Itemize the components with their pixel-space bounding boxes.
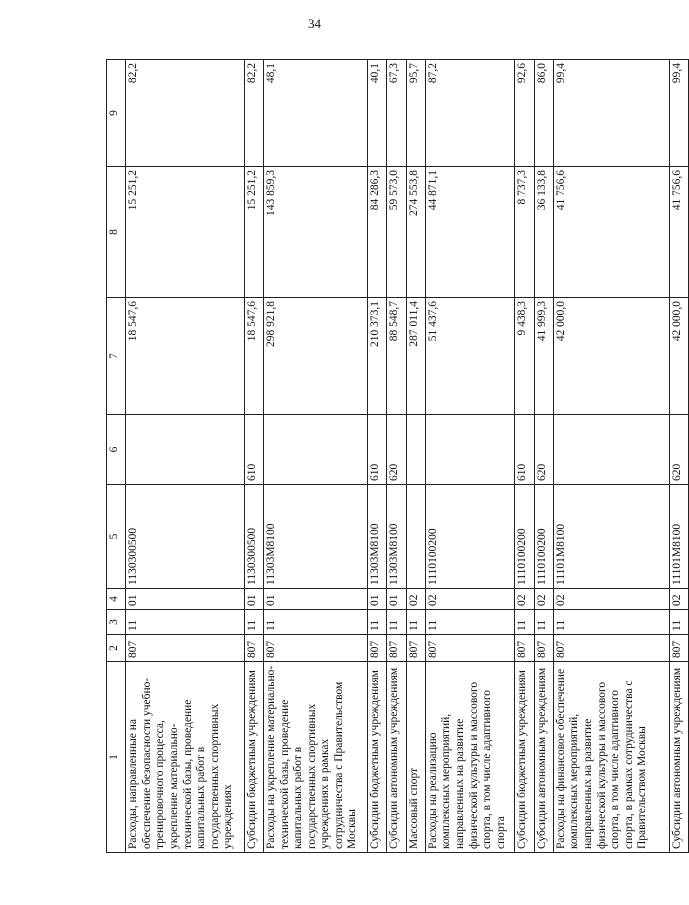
table-cell: 11303М8100 bbox=[264, 485, 368, 589]
table-cell: 95,7 bbox=[406, 60, 425, 167]
table-cell: 11101М8100 bbox=[669, 485, 688, 589]
table-cell: 274 553,8 bbox=[406, 167, 425, 298]
table-cell: 610 bbox=[244, 415, 263, 485]
table-cell: 298 921,8 bbox=[264, 298, 368, 415]
table-cell: 11303М8100 bbox=[367, 485, 386, 589]
table-cell: 99,4 bbox=[553, 60, 669, 167]
table-cell: 210 373,1 bbox=[367, 298, 386, 415]
table-cell: Субсидии автономным учреждениям bbox=[534, 662, 553, 853]
table-cell: Массовый спорт bbox=[406, 662, 425, 853]
table-cell: 92,6 bbox=[515, 60, 534, 167]
header-cell: 9 bbox=[107, 60, 126, 167]
table-cell: 11 bbox=[264, 610, 368, 635]
table-cell: 11 bbox=[406, 610, 425, 635]
table-cell: Субсидии бюджетным учреждениям bbox=[244, 662, 263, 853]
table-cell: 11 bbox=[515, 610, 534, 635]
table-cell: 807 bbox=[669, 635, 688, 662]
table-cell bbox=[425, 415, 514, 485]
table-cell: 01 bbox=[387, 589, 406, 610]
table-cell: 11 bbox=[387, 610, 406, 635]
table-cell: Расходы на реализацию комплексных мероприятий, направленных на развитие физической культуры и массового спорта, в том числе адаптивного спорта bbox=[425, 662, 514, 853]
header-cell: 7 bbox=[107, 298, 126, 415]
table-cell: 88 548,7 bbox=[387, 298, 406, 415]
table-row bbox=[387, 60, 406, 853]
table-row bbox=[264, 60, 368, 853]
table-cell: 8 737,3 bbox=[515, 167, 534, 298]
table-row bbox=[367, 60, 386, 853]
table-cell: 44 871,1 bbox=[425, 167, 514, 298]
header-cell: 3 bbox=[107, 610, 126, 635]
table-cell: 11 bbox=[367, 610, 386, 635]
table-cell: 41 999,3 bbox=[534, 298, 553, 415]
table-cell: 620 bbox=[669, 415, 688, 485]
table-cell: Расходы, направленные на обеспечение безопасности учебно-тренировочного процесса, укрепление материально-технической базы, проведение капитальных работ в государственных спортивных учреждениях bbox=[126, 662, 244, 853]
table-row bbox=[553, 60, 669, 853]
table-cell: 9 438,3 bbox=[515, 298, 534, 415]
table-cell: 11 bbox=[534, 610, 553, 635]
table-cell: Субсидии автономным учреждениям bbox=[669, 662, 688, 853]
table-cell bbox=[126, 415, 244, 485]
table-cell: 41 756,6 bbox=[553, 167, 669, 298]
table-cell: 1110100200 bbox=[425, 485, 514, 589]
table-cell: 15 251,2 bbox=[244, 167, 263, 298]
table-cell: 84 286,3 bbox=[367, 167, 386, 298]
table-cell: 807 bbox=[553, 635, 669, 662]
table-cell: 807 bbox=[387, 635, 406, 662]
table-cell: 610 bbox=[515, 415, 534, 485]
table-cell: Расходы на укрепление материально-технической базы, проведение капитальных работ в государственных спортивных учреждениях в рамках сотрудничества с Правительством Москвы bbox=[264, 662, 368, 853]
table-cell: 1130300500 bbox=[244, 485, 263, 589]
table-cell: 01 bbox=[367, 589, 386, 610]
table-cell: 01 bbox=[264, 589, 368, 610]
table-cell: 67,3 bbox=[387, 60, 406, 167]
table-cell: 02 bbox=[553, 589, 669, 610]
table-cell: 620 bbox=[387, 415, 406, 485]
table-cell: 11 bbox=[126, 610, 244, 635]
table-cell: 02 bbox=[406, 589, 425, 610]
budget-table bbox=[106, 59, 689, 853]
table-cell: 11 bbox=[425, 610, 514, 635]
header-cell: 5 bbox=[107, 485, 126, 589]
table-cell: 1110100200 bbox=[515, 485, 534, 589]
table-cell: 01 bbox=[244, 589, 263, 610]
table-cell: 11 bbox=[553, 610, 669, 635]
table-cell: 99,4 bbox=[669, 60, 688, 167]
header-cell: 6 bbox=[107, 415, 126, 485]
table-cell: 87,2 bbox=[425, 60, 514, 167]
table-cell: 287 011,4 bbox=[406, 298, 425, 415]
header-cell: 1 bbox=[107, 662, 126, 853]
table-cell: 02 bbox=[534, 589, 553, 610]
table-cell: Субсидии бюджетным учреждениям bbox=[515, 662, 534, 853]
table-cell: 02 bbox=[515, 589, 534, 610]
table-row bbox=[515, 60, 534, 853]
table-cell: 15 251,2 bbox=[126, 167, 244, 298]
table-cell: 51 437,6 bbox=[425, 298, 514, 415]
table-cell bbox=[406, 415, 425, 485]
table-cell: 610 bbox=[367, 415, 386, 485]
table-cell: 807 bbox=[367, 635, 386, 662]
table-cell: 1110100200 bbox=[534, 485, 553, 589]
table-cell: 59 573,0 bbox=[387, 167, 406, 298]
rotated-table-container bbox=[106, 60, 689, 853]
table-cell bbox=[264, 415, 368, 485]
table-row bbox=[534, 60, 553, 853]
table-cell bbox=[406, 485, 425, 589]
table-cell: 41 756,6 bbox=[669, 167, 688, 298]
table-cell: 01 bbox=[126, 589, 244, 610]
table-cell: 620 bbox=[534, 415, 553, 485]
table-row bbox=[425, 60, 514, 853]
table-cell: 40,1 bbox=[367, 60, 386, 167]
table-cell: 82,2 bbox=[244, 60, 263, 167]
table-cell: 18 547,6 bbox=[126, 298, 244, 415]
table-cell: 36 133,8 bbox=[534, 167, 553, 298]
table-cell: 02 bbox=[669, 589, 688, 610]
table-cell: 02 bbox=[425, 589, 514, 610]
table-cell: 143 859,3 bbox=[264, 167, 368, 298]
header-cell: 4 bbox=[107, 589, 126, 610]
table-cell: 807 bbox=[126, 635, 244, 662]
table-cell: 1130300500 bbox=[126, 485, 244, 589]
table-row bbox=[126, 60, 244, 853]
table-cell: 807 bbox=[515, 635, 534, 662]
table-cell: 18 547,6 bbox=[244, 298, 263, 415]
table-row bbox=[244, 60, 263, 853]
table-header-row bbox=[107, 60, 126, 853]
table-cell: 807 bbox=[534, 635, 553, 662]
table-row bbox=[406, 60, 425, 853]
table-cell: 11303М8100 bbox=[387, 485, 406, 589]
table-cell: 86,0 bbox=[534, 60, 553, 167]
table-cell: 42 000,0 bbox=[553, 298, 669, 415]
table-cell: 11 bbox=[669, 610, 688, 635]
table-cell: Расходы на финансовое обеспечение комплексных мероприятий, направленных на развитие физической культуры и массового спорта, в том числе адаптивного спорта, в рамках сотрудничества с Правительством Москвы bbox=[553, 662, 669, 853]
table-cell bbox=[553, 415, 669, 485]
table-cell: 48,1 bbox=[264, 60, 368, 167]
table-cell: 82,2 bbox=[126, 60, 244, 167]
table-cell: 807 bbox=[425, 635, 514, 662]
page-number: 34 bbox=[308, 16, 321, 31]
table-cell: 807 bbox=[264, 635, 368, 662]
header-cell: 2 bbox=[107, 635, 126, 662]
table-cell: 42 000,0 bbox=[669, 298, 688, 415]
table-cell: Субсидии автономным учреждениям bbox=[387, 662, 406, 853]
table-cell: 807 bbox=[244, 635, 263, 662]
table-cell: 11 bbox=[244, 610, 263, 635]
header-cell: 8 bbox=[107, 167, 126, 298]
table-cell: Субсидии бюджетным учреждениям bbox=[367, 662, 386, 853]
table-cell: 11101М8100 bbox=[553, 485, 669, 589]
table-cell: 807 bbox=[406, 635, 425, 662]
table-row bbox=[669, 60, 688, 853]
